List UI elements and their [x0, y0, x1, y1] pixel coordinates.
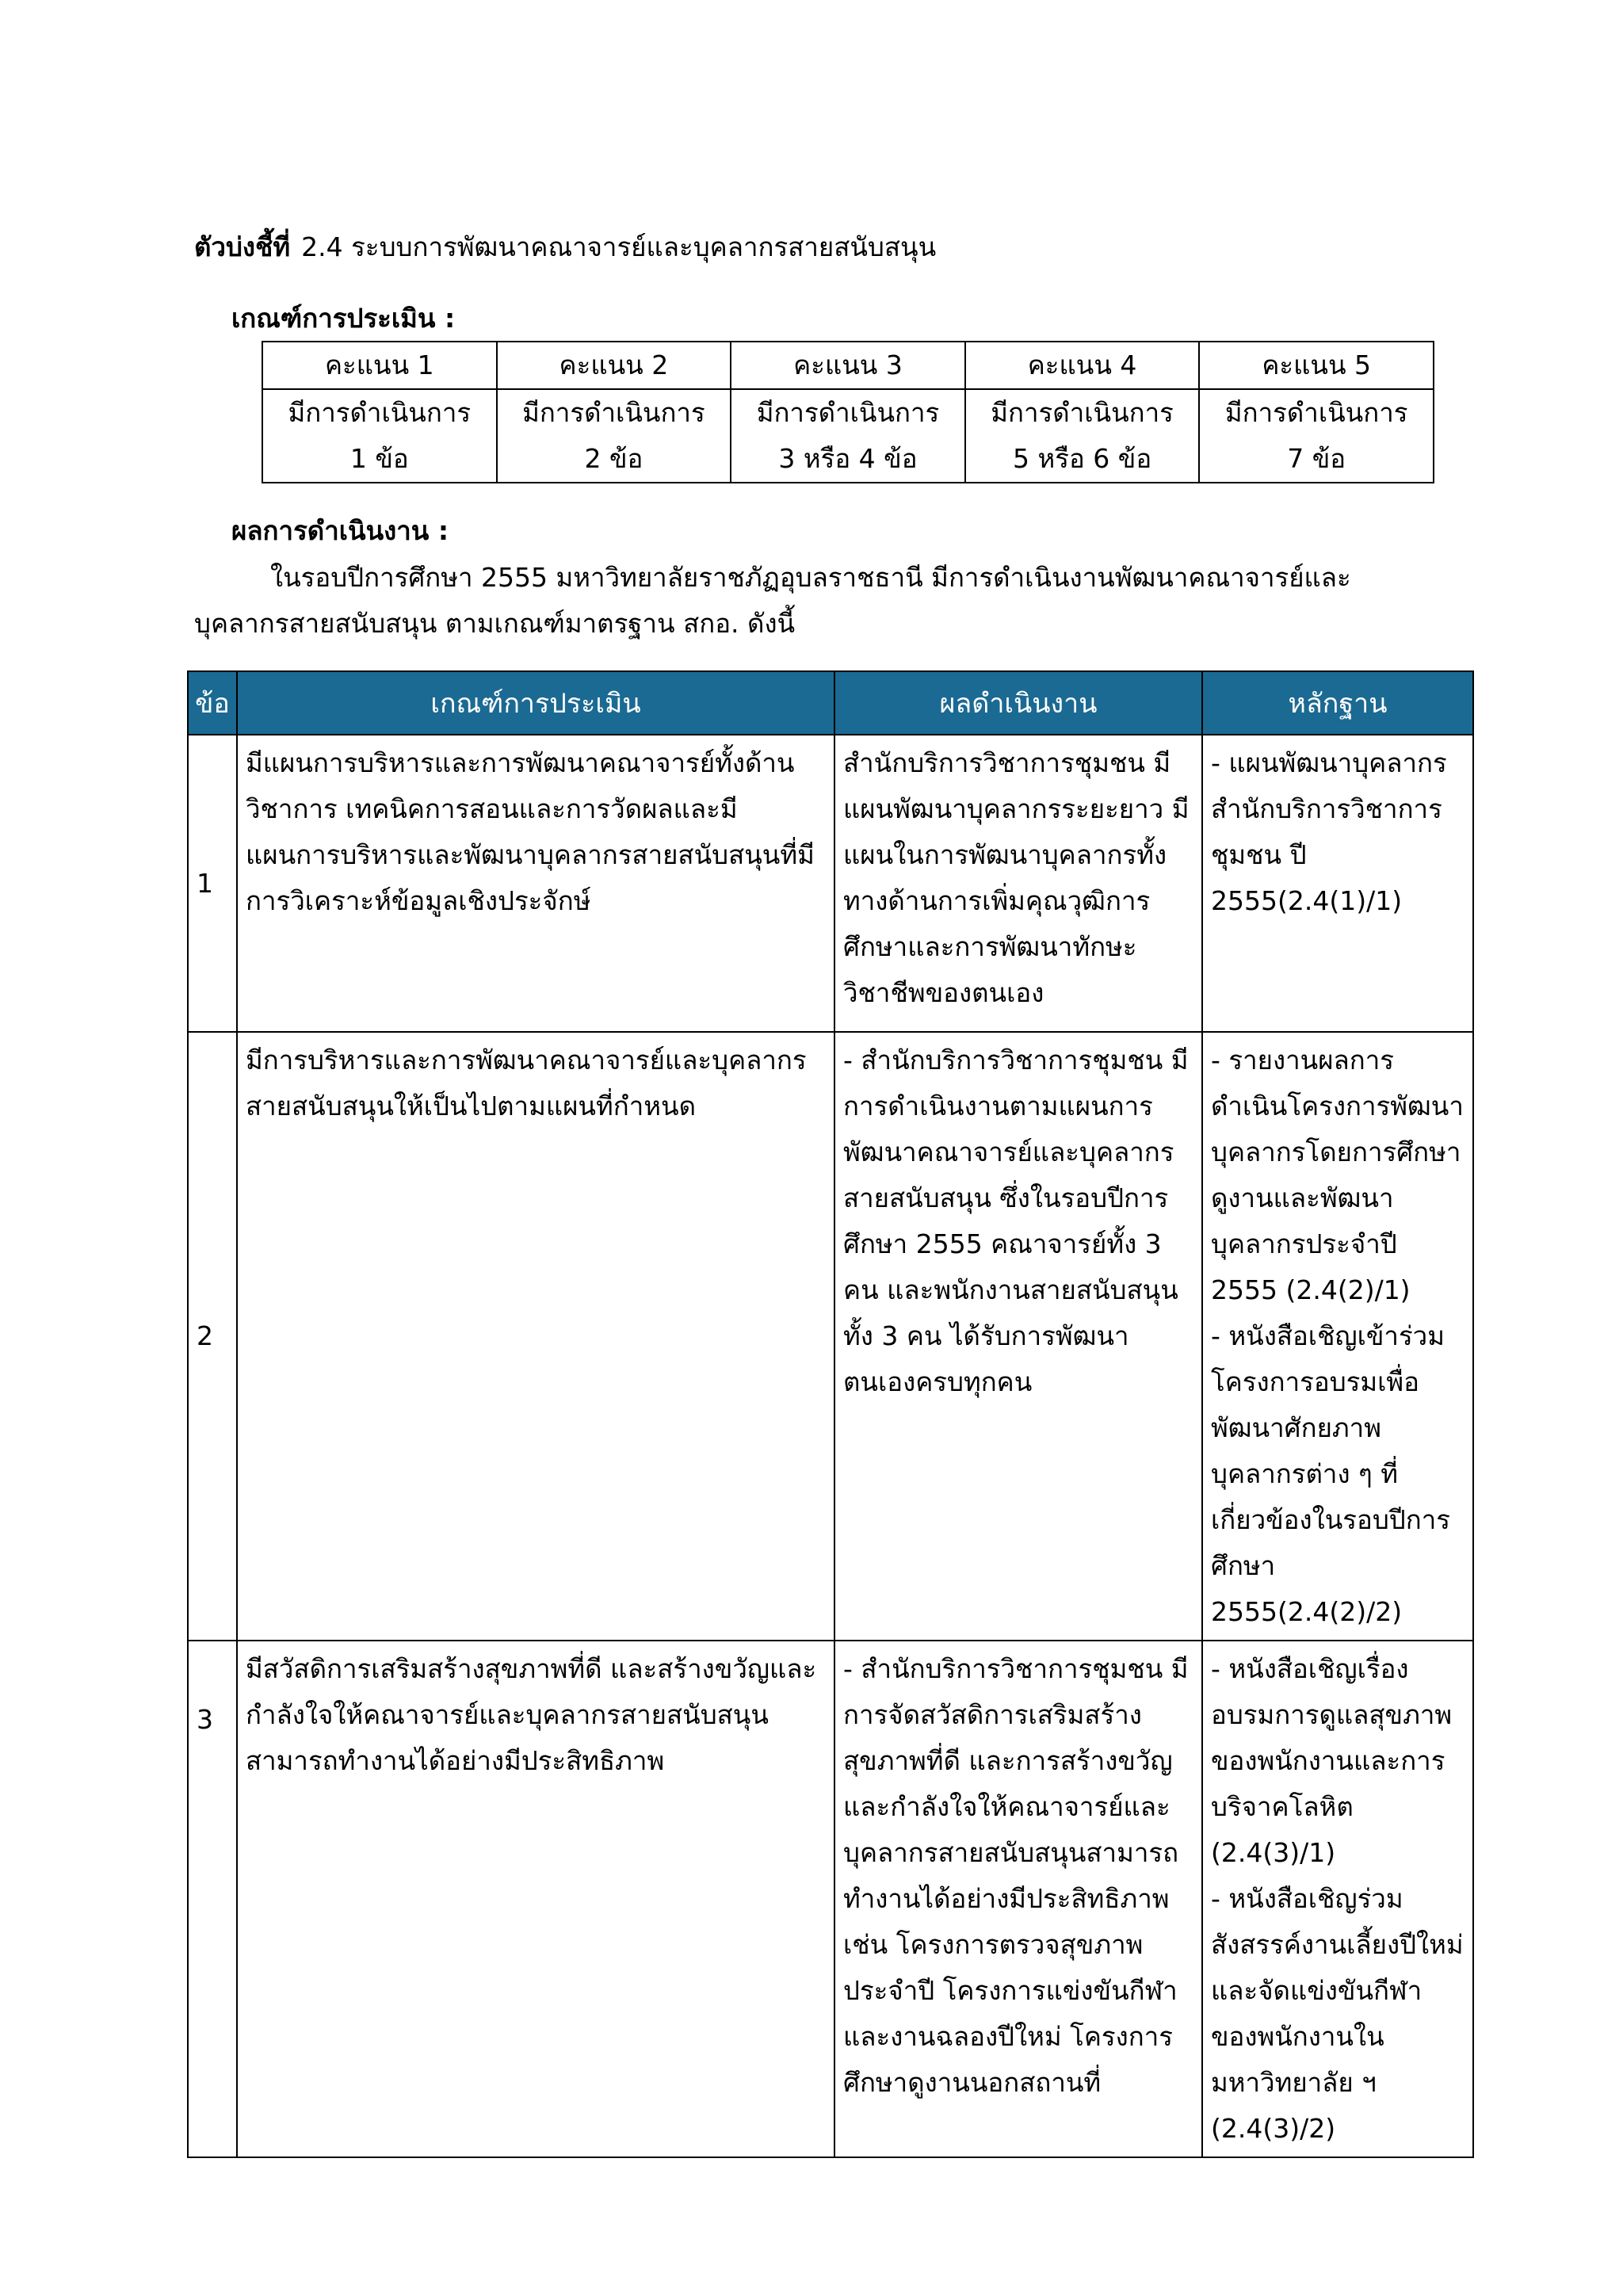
evidence-item: - หนังสือเชิญร่วมสังสรรค์งานเลี้ยงปีใหม่และจัดแข่งขันกีฬาของพนักงานในมหาวิทยาลัย ฯ (2.4(3)/2) — [1211, 1883, 1464, 2144]
score-header-cell: คะแนน 2 — [497, 342, 731, 389]
header-evidence: หลักฐาน — [1202, 671, 1473, 735]
row-criteria: มีสวัสดิการเสริมสร้างสุขภาพที่ดี และสร้างขวัญและกำลังใจให้คณาจารย์และบุคลากรสายสนับสนุนสามารถทำงานได้อย่างมีประสิทธิภาพ — [237, 1641, 834, 2157]
row-evidence — [1202, 735, 1473, 1032]
requirement-line: มีการดำเนินการ — [288, 397, 472, 428]
requirement-line: มีการดำเนินการ — [522, 397, 705, 428]
row-evidence — [1202, 1032, 1473, 1641]
score-requirement-cell — [497, 389, 731, 483]
header-result: ผลดำเนินงาน — [834, 671, 1202, 735]
indicator-title — [194, 228, 936, 266]
score-requirement-cell — [262, 389, 497, 483]
evidence-item: - หนังสือเชิญเข้าร่วมโครงการอบรมเพื่อพัฒนาศักยภาพบุคลากรต่าง ๆ ที่เกี่ยวข้องในรอบปีการศึกษา 2555(2.4(2)/2) — [1211, 1320, 1450, 1627]
header-no: ข้อ — [188, 671, 237, 735]
evidence-item: - หนังสือเชิญเรื่องอบรมการดูแลสุขภาพของพนักงานและการบริจาคโลหิต (2.4(3)/1) — [1211, 1653, 1453, 1868]
score-requirement-row — [262, 389, 1434, 483]
table-row — [188, 1641, 1473, 2157]
row-evidence — [1202, 1641, 1473, 2157]
table-header-row — [188, 671, 1473, 735]
score-requirement-cell — [965, 389, 1200, 483]
score-table — [262, 341, 1434, 483]
evidence-item: - แผนพัฒนาบุคลากร สำนักบริการวิชาการชุมชน ปี 2555(2.4(1)/1) — [1211, 747, 1447, 916]
requirement-line: มีการดำเนินการ — [1224, 397, 1408, 428]
row-result: - สำนักบริการวิชาการชุมชน มีการดำเนินงานตามแผนการพัฒนาคณาจารย์และบุคลากรสายสนับสนุน ซึ่งในรอบปีการศึกษา 2555 คณาจารย์ทั้ง 3 คน และพนักงานสายสนับสนุนทั้ง 3 คน ได้รับการพัฒนาตนเองครบทุกคน — [834, 1032, 1202, 1641]
score-requirement-cell — [731, 389, 965, 483]
requirement-count: 2 ข้อ — [584, 443, 643, 474]
row-number: 1 — [188, 735, 237, 1032]
requirement-count: 3 หรือ 4 ข้อ — [778, 443, 918, 474]
criteria-results-table — [187, 670, 1474, 2158]
requirement-count: 1 ข้อ — [349, 443, 409, 474]
score-header-cell: คะแนน 5 — [1199, 342, 1434, 389]
header-criteria: เกณฑ์การประเมิน — [237, 671, 834, 735]
row-criteria: มีการบริหารและการพัฒนาคณาจารย์และบุคลากรสายสนับสนุนให้เป็นไปตามแผนที่กำหนด — [237, 1032, 834, 1641]
row-result: สำนักบริการวิชาการชุมชน มีแผนพัฒนาบุคลากรระยะยาว มีแผนในการพัฒนาบุคลากรทั้งทางด้านการเพิ่มคุณวุฒิการศึกษาและการพัฒนาทักษะวิชาชีพของตนเอง — [834, 735, 1202, 1032]
requirement-line: มีการดำเนินการ — [991, 397, 1174, 428]
row-number: 3 — [188, 1641, 237, 2157]
table-row — [188, 735, 1473, 1032]
score-header-cell: คะแนน 1 — [262, 342, 497, 389]
requirement-count: 5 หรือ 6 ข้อ — [1013, 443, 1152, 474]
score-header-row — [262, 342, 1434, 389]
requirement-count: 7 ข้อ — [1287, 443, 1346, 474]
score-requirement-cell — [1199, 389, 1434, 483]
results-heading: ผลการดำเนินงาน : — [231, 515, 449, 546]
table-row — [188, 1032, 1473, 1641]
indicator-label: ตัวบ่งชี้ที่ — [194, 231, 291, 262]
row-number: 2 — [188, 1032, 237, 1641]
row-criteria: มีแผนการบริหารและการพัฒนาคณาจารย์ทั้งด้านวิชาการ เทคนิคการสอนและการวัดผลและมีแผนการบริหารและพัฒนาบุคลากรสายสนับสนุนที่มีการวิเคราะห์ข้อมูลเชิงประจักษ์ — [237, 735, 834, 1032]
indicator-text: 2.4 ระบบการพัฒนาคณาจารย์และบุคลากรสายสนับสนุน — [301, 231, 937, 262]
criteria-heading: เกณฑ์การประเมิน : — [231, 303, 456, 334]
score-header-cell: คะแนน 3 — [731, 342, 965, 389]
score-header-cell: คะแนน 4 — [965, 342, 1200, 389]
requirement-line: มีการดำเนินการ — [756, 397, 940, 428]
row-result: - สำนักบริการวิชาการชุมชน มีการจัดสวัสดิการเสริมสร้างสุขภาพที่ดี และการสร้างขวัญและกำลังใจให้คณาจารย์และบุคลากรสายสนับสนุนสามารถทำงานได้อย่างมีประสิทธิภาพ เช่น โครงการตรวจสุขภาพประจำปี โครงการแข่งขันกีฬาและงานฉลองปีใหม่ โครงการศึกษาดูงานนอกสถานที่ — [834, 1641, 1202, 2157]
results-paragraph: ในรอบปีการศึกษา 2555 มหาวิทยาลัยราชภัฏอุบลราชธานี มีการดำเนินงานพัฒนาคณาจารย์และบุคลากรสายสนับสนุน ตามเกณฑ์มาตรฐาน สกอ. ดังนี้ — [194, 562, 1351, 639]
evidence-item: - รายงานผลการดำเนินโครงการพัฒนาบุคลากรโดยการศึกษาดูงานและพัฒนาบุคลากรประจำปี 2555 (2.4(2)/1) — [1211, 1045, 1464, 1305]
